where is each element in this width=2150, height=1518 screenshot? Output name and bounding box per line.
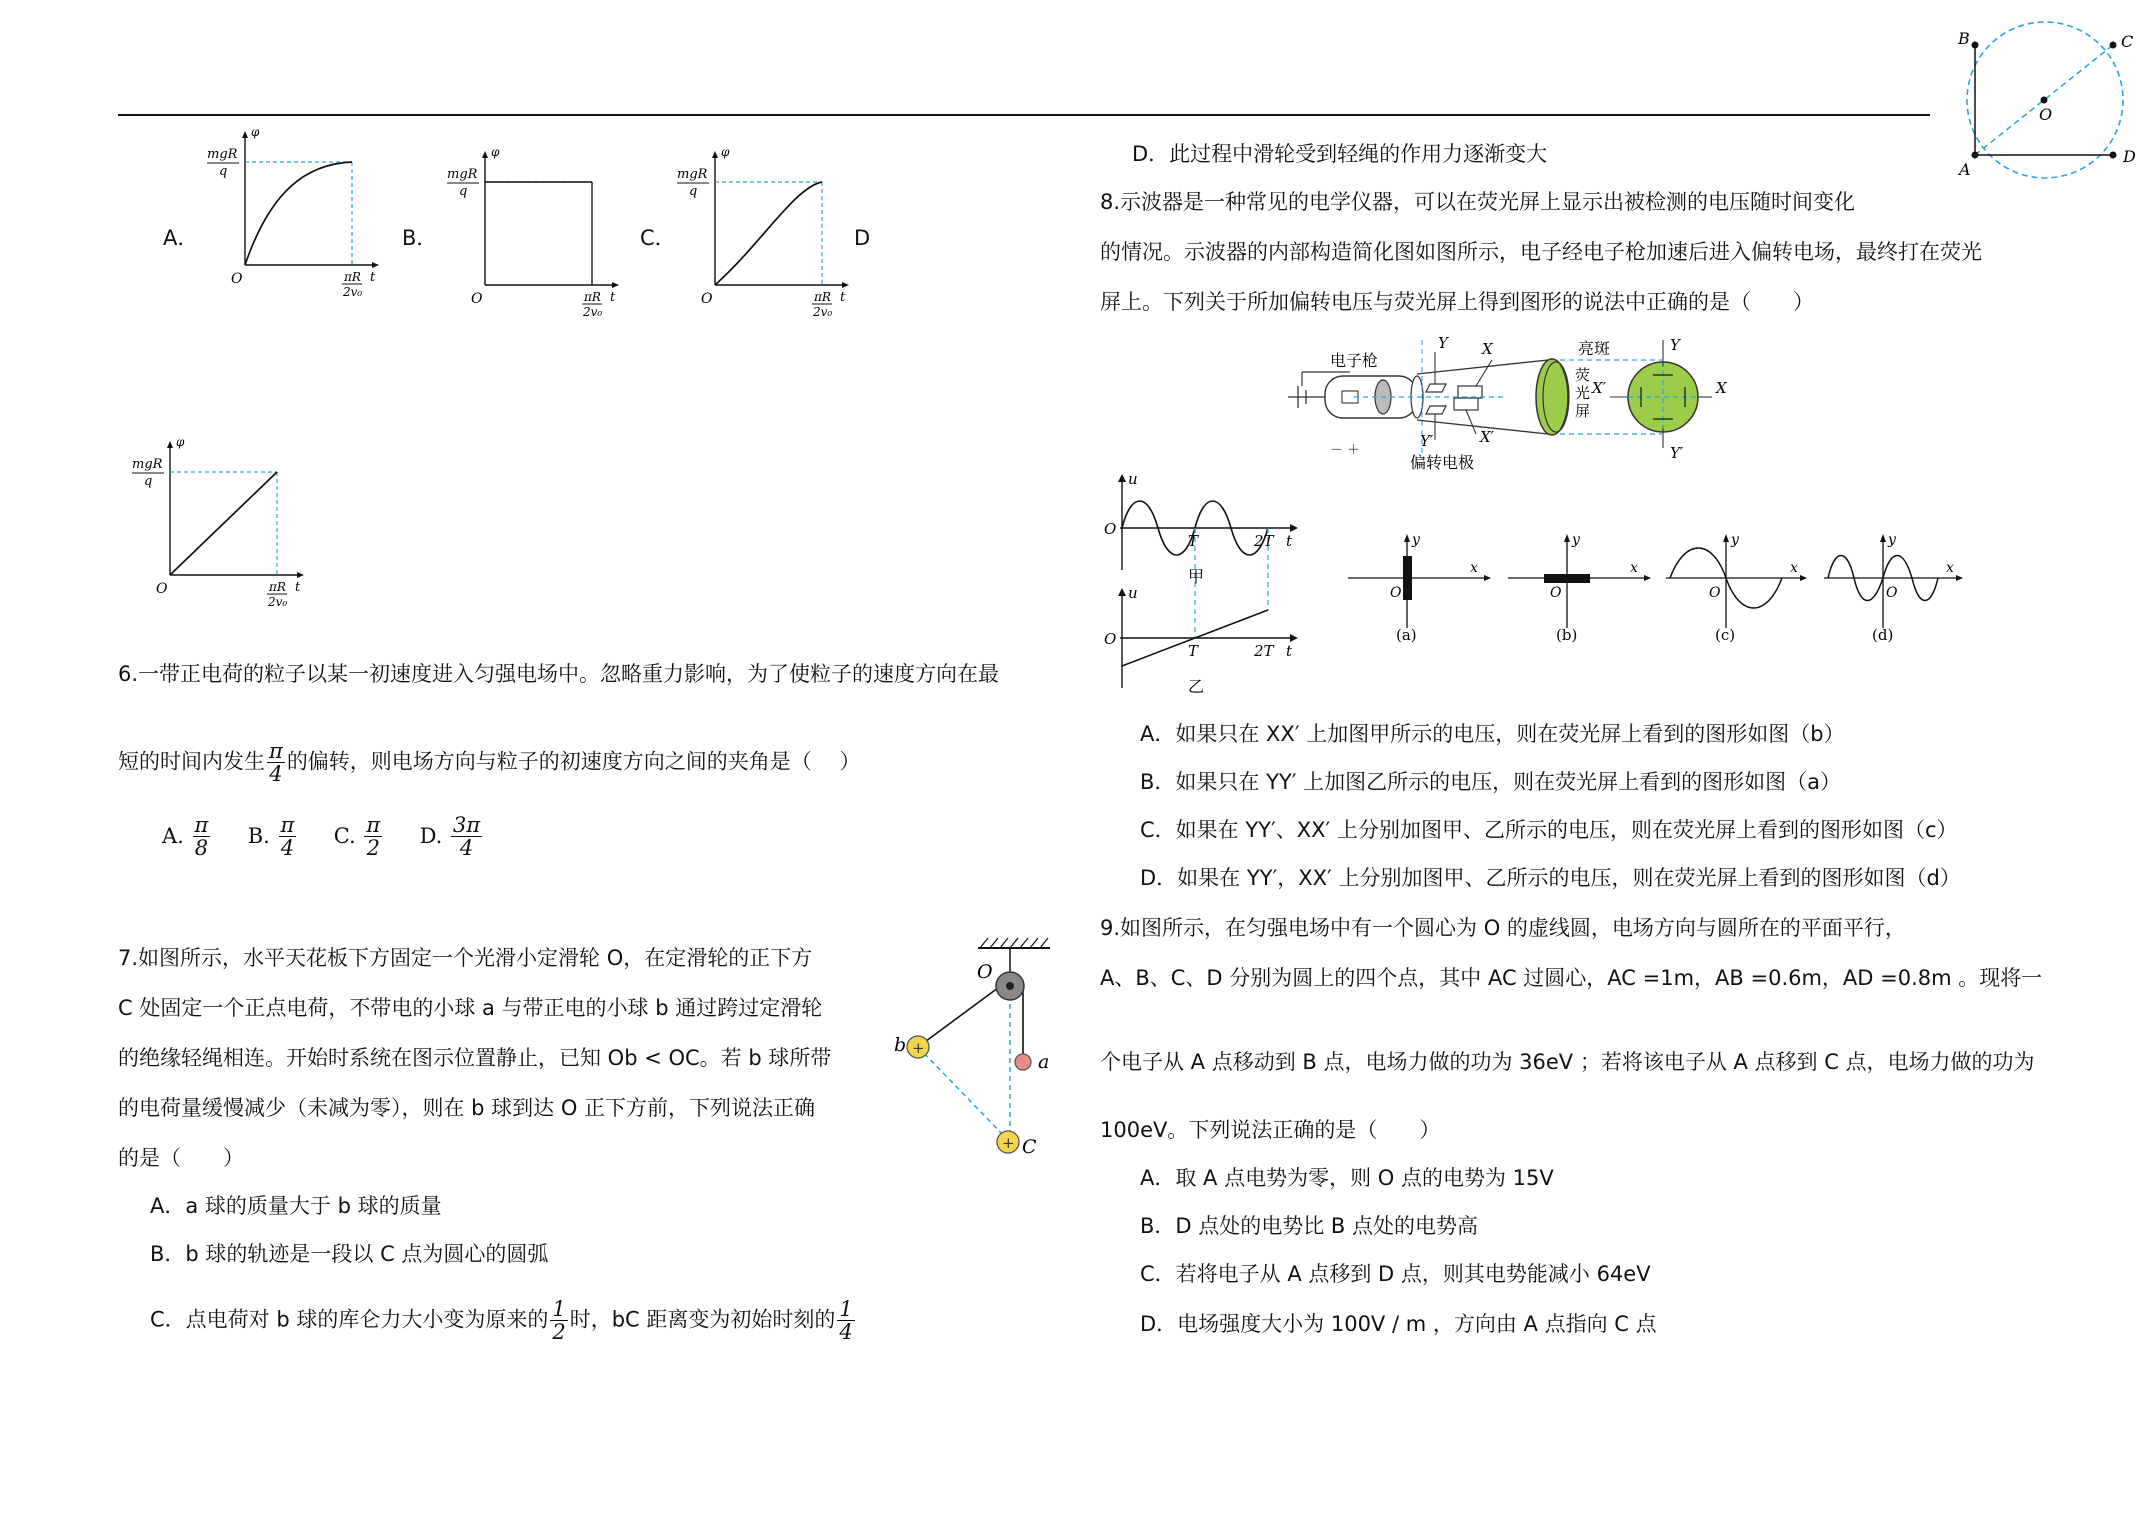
svg-text:y: y [1412,532,1420,548]
q9-line3: 个电子从 A 点移动到 B 点，电场力做的功为 36eV ；若将该电子从 A 点移到 C 点，电场力做的功为 [1100,1050,2035,1074]
q7-line2: C 处固定一个正点电荷，不带电的小球 a 与带正电的小球 b 通过跨过定滑轮 [118,996,823,1020]
q9-line2: A、B、C、D 分别为圆上的四个点，其中 AC 过圆心，AC =1m，AB =0.6m，AD =0.8m 。现将一 [1100,966,2043,990]
graph-option-c-label: C． [640,226,676,250]
q6-frac-num: π [269,739,283,763]
q6-options [162,814,484,859]
wave-jia-o: O [1104,520,1117,538]
y-top-num: mgR [132,457,163,472]
point-c-label: C [2121,32,2134,51]
x-tick-den: 2v₀ [268,595,288,609]
q7-line4: 的电荷量缓慢减少（未减为零），则在 b 球到达 O 正下方前，下列说法正确 [118,1096,816,1120]
screen-label-3: 屏 [1575,402,1591,420]
y-axis-label: φ [491,145,500,159]
q8-option-d[interactable]: D．如果在 YY′，XX′ 上分别加图甲、乙所示的电压，则在荧光屏上看到的图形如图（d） [1140,866,1961,890]
origin-label: O [701,291,713,307]
q6-line2-a: 短的时间内发生 [118,749,265,774]
screen-yp-label: Y′ [1670,444,1684,462]
graph-c [677,145,849,319]
x-tick-den: 2v₀ [343,285,363,299]
wave-jia-t2: 2T [1254,532,1274,550]
wave-yi-label: 乙 [1188,677,1205,696]
graph-option-d-label: D [854,226,871,250]
plate-yp-label: Y′ [1420,432,1434,450]
x-tick-den: 2v₀ [583,305,603,319]
plate-x-label: X [1482,340,1493,358]
graph-option-b-label: B． [402,226,438,250]
q9-line1: 9.如图所示，在匀强电场中有一个圆心为 O 的虚线圆，电场方向与圆所在的平面平行， [1100,916,1906,940]
q7-option-c[interactable]: C．点电荷对 b 球的库仑力大小变为原来的 $\frac{1}{2}$ 时，bC 距离变为初始时刻的 $\frac{1}{4}$ [150,1297,853,1344]
svg-text:y: y [1572,532,1580,548]
q8-line1: 8.示波器是一种常见的电学仪器，可以在荧光屏上显示出被检测的电压随时间变化 [1100,190,1856,214]
q8-line2: 的情况。示波器的内部构造简化图如图所示，电子经电子枪加速后进入偏转电场，最终打在荧光 [1100,240,1982,264]
y-axis-label: φ [251,125,260,139]
svg-text:+: + [1002,1134,1015,1152]
x-tick-num: πR [584,290,601,304]
q7-line3: 的绝缘轻绳相连。开始时系统在图示位置静止，已知 Ob < OC。若 b 球所带 [118,1046,832,1070]
screen-panels-figure [1340,530,1970,650]
panel-b-label: (b) [1556,626,1578,644]
wave-yi-t1: T [1188,642,1199,660]
q8-option-a[interactable]: A．如果只在 XX′ 上加图甲所示的电压，则在荧光屏上看到的图形如图（b） [1140,722,1845,746]
point-d-label: D [2123,147,2136,166]
point-b-label: B [1958,29,1970,48]
oscilloscope-diagram [1280,330,1740,480]
y-axis-label: φ [721,145,730,159]
q6-frac-den: 4 [269,762,283,786]
pulley-o-label: O [977,961,993,983]
y-top-num: mgR [677,167,708,182]
polarity-label: － ＋ [1330,443,1361,458]
x-tick-num: πR [269,580,286,594]
svg-text:y: y [1731,532,1739,548]
y-top-den: q [144,474,153,489]
ball-a-label: a [1038,1051,1050,1073]
graph-b [447,145,619,319]
q9-option-a[interactable]: A．取 A 点电势为零，则 O 点的电势为 15V [1140,1166,1554,1190]
panel-d-label: (d) [1872,626,1894,644]
y-top-den: q [689,184,698,199]
origin-label: O [156,581,168,597]
graph-d [132,435,304,609]
y-top-num: mgR [207,147,238,162]
x-axis-label: t [295,580,301,595]
point-o-label: O [2039,105,2053,124]
svg-text:O: O [1709,585,1721,601]
q7-pulley-figure [880,930,1060,1160]
screen-xp-label: X′ [1592,379,1607,397]
plate-y-label: Y [1438,334,1448,352]
plates-label: 偏转电极 [1410,453,1475,472]
q9-option-d[interactable]: D．电场强度大小为 100V / m ，方向由 A 点指向 C 点 [1140,1312,1657,1336]
q6-option-d[interactable]: D. $\frac{3\pi}{4}$ [419,813,481,860]
x-axis-label: t [370,270,376,285]
svg-text:+: + [912,1039,925,1057]
svg-text:x: x [1790,560,1798,576]
ball-b-label: b [894,1034,907,1056]
svg-text:x: x [1470,560,1478,576]
svg-text:O: O [1886,585,1898,601]
q9-circle-figure [1945,10,2150,180]
q8-option-c[interactable]: C．如果在 YY′、XX′ 上分别加图甲、乙所示的电压，则在荧光屏上看到的图形如图（c） [1140,818,1958,842]
waveform-figure [1100,470,1310,700]
point-a-label: A [1959,160,1971,179]
q7-line1: 7.如图所示，水平天花板下方固定一个光滑小定滑轮 O，在定滑轮的正下方 [118,946,813,970]
x-tick-num: πR [344,270,361,284]
x-axis-label: t [840,290,846,305]
q9-option-b[interactable]: B．D 点处的电势比 B 点处的电势高 [1140,1214,1479,1238]
q6-option-c[interactable]: C. $\frac{\pi}{2}$ [333,813,381,860]
panel-a-label: (a) [1396,626,1417,644]
plate-xp-label: X′ [1480,428,1495,446]
svg-text:O: O [1550,585,1562,601]
q6-line2 [118,740,861,785]
q8-line3: 屏上。下列关于所加偏转电压与荧光屏上得到图形的说法中正确的是（ ） [1100,290,1814,314]
wave-jia-u: u [1128,470,1138,488]
q9-option-c[interactable]: C．若将电子从 A 点移到 D 点，则其电势能减小 64eV [1140,1262,1651,1286]
svg-text:y: y [1888,532,1896,548]
wave-jia-label: 甲 [1188,567,1205,586]
screen-x-label: X [1716,379,1727,397]
svg-text:O: O [1390,585,1402,601]
q8-option-b[interactable]: B．如果只在 YY′ 上加图乙所示的电压，则在荧光屏上看到的图形如图（a） [1140,770,1842,794]
y-top-den: q [459,184,468,199]
panel-c-label: (c) [1715,626,1736,644]
wave-yi-t2: 2T [1254,642,1274,660]
x-axis-label: t [610,290,616,305]
q9-line4: 100eV。下列说法正确的是（ ） [1100,1118,1441,1142]
y-top-num: mgR [447,167,478,182]
origin-label: O [471,291,483,307]
wave-yi-u: u [1128,584,1138,602]
svg-text:x: x [1630,560,1638,576]
wave-yi-t: t [1286,642,1293,660]
q6-option-a[interactable]: A. $\frac{\pi}{8}$ [162,813,209,860]
q6-line1: 6.一带正电荷的粒子以某一初速度进入匀强电场中。忽略重力影响，为了使粒子的速度方向在最 [118,662,1000,686]
graph-a [207,125,379,299]
y-top-den: q [219,164,228,179]
screen-label-1: 荧 [1575,366,1591,384]
x-tick-num: πR [814,290,831,304]
q7-line5: 的是（ ） [118,1146,244,1170]
gun-label: 电子枪 [1330,351,1379,370]
wave-yi-o: O [1104,630,1117,648]
screen-y-label: Y [1670,336,1680,354]
y-axis-label: φ [176,435,185,449]
q7-option-d[interactable]: D．此过程中滑轮受到轻绳的作用力逐渐变大 [1132,142,1548,166]
svg-text:x: x [1946,560,1954,576]
q7-option-a[interactable]: A．a 球的质量大于 b 球的质量 [150,1194,442,1218]
graph-option-a-label: A． [163,226,199,250]
x-tick-den: 2v₀ [813,305,833,319]
screen-label-2: 光 [1575,384,1591,402]
wave-jia-t1: T [1188,532,1199,550]
q6-option-b[interactable]: B. $\frac{\pi}{4}$ [247,813,295,860]
charge-c-label: C [1022,1136,1037,1158]
q5-graphs [0,0,900,640]
q7-option-b[interactable]: B．b 球的轨迹是一段以 C 点为圆心的圆弧 [150,1242,549,1266]
q6-line2-b: 的偏转，则电场方向与粒子的初速度方向之间的夹角是（ ） [286,749,861,774]
wave-jia-t: t [1286,532,1293,550]
origin-label: O [231,271,243,287]
spot-label: 亮斑 [1578,339,1611,358]
